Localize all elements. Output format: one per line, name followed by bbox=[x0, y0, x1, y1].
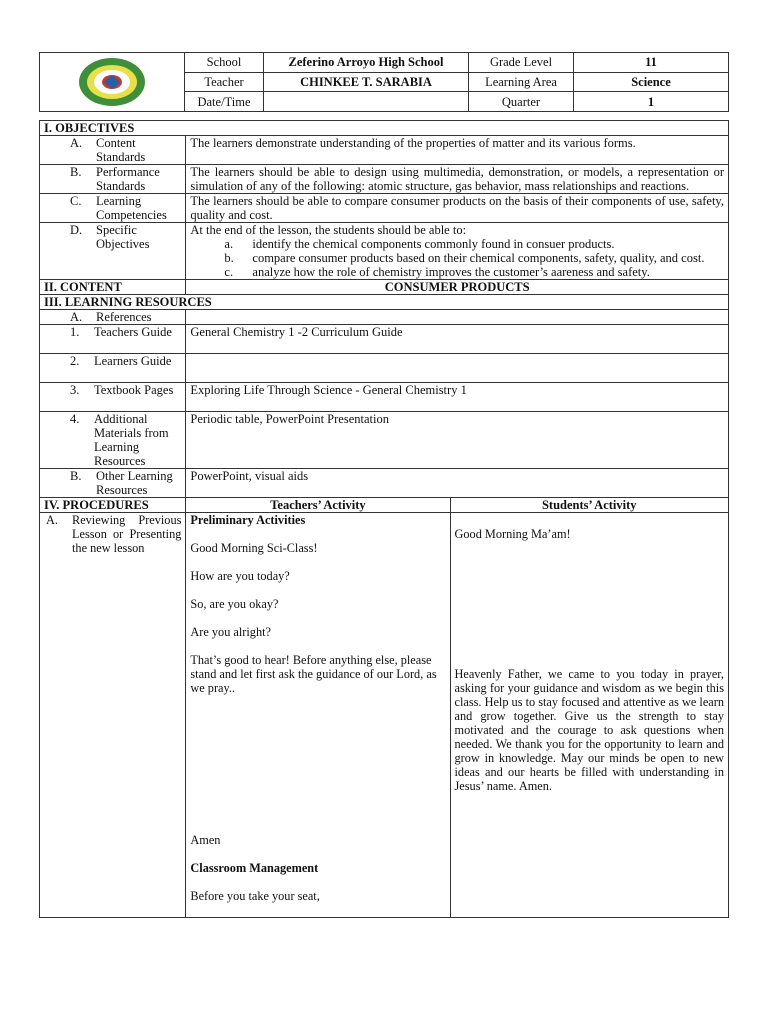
teacher-line: Good Morning Sci-Class! bbox=[190, 541, 318, 555]
content-standards-label: A. Content Standards bbox=[40, 136, 186, 165]
teacher-value: CHINKEE T. SARABIA bbox=[264, 72, 469, 92]
references-label: A. References bbox=[40, 310, 186, 325]
date-value bbox=[264, 92, 469, 112]
learning-competencies-label: C. Learning Competencies bbox=[40, 194, 186, 223]
content-value: CONSUMER PRODUCTS bbox=[186, 280, 729, 295]
grade-label: Grade Level bbox=[469, 53, 574, 73]
content-heading: II. CONTENT bbox=[40, 280, 186, 295]
content-standards-text: The learners demonstrate understanding of the properties of matter and its various forms. bbox=[186, 136, 729, 165]
lesson-table bbox=[39, 120, 729, 918]
performance-standards-text: The learners should be able to design using multimedia, demonstration, or models, a representation or simulation of any of the following: atomic structure, gas behavior, mass relationships and reactions. bbox=[186, 165, 729, 194]
textbook-pages-label: 3. Textbook Pages bbox=[40, 383, 186, 412]
student-line: Good Morning Ma’am! bbox=[454, 527, 571, 541]
references-value bbox=[186, 310, 729, 325]
reviewing-lesson-label: A. Reviewing Previous Lesson or Presenting the new lesson bbox=[40, 513, 186, 918]
preliminary-activities-heading: Preliminary Activities bbox=[190, 513, 306, 527]
other-resources-label: B. Other Learning Resources bbox=[40, 469, 186, 498]
area-label: Learning Area bbox=[469, 72, 574, 92]
teacher-line: Are you alright? bbox=[190, 625, 271, 639]
teacher-line: How are you today? bbox=[190, 569, 290, 583]
students-activity-cell bbox=[450, 513, 728, 918]
area-value: Science bbox=[574, 72, 729, 92]
school-value: Zeferino Arroyo High School bbox=[264, 53, 469, 73]
learning-competencies-text: The learners should be able to compare consumer products on the basis of their components of use, safety, quality and cost. bbox=[186, 194, 729, 223]
list-item: c. analyze how the role of chemistry improves the customer’s aareness and safety. bbox=[224, 265, 650, 279]
grade-value: 11 bbox=[574, 53, 729, 73]
teacher-line: That’s good to hear! Before anything else, please stand and let first ask the guidance of our Lord, as we pray.. bbox=[190, 653, 437, 695]
teachers-guide-label: 1. Teachers Guide bbox=[40, 325, 186, 354]
teacher-line: So, are you okay? bbox=[190, 597, 279, 611]
learners-guide-label: 2. Learners Guide bbox=[40, 354, 186, 383]
date-label: Date/Time bbox=[185, 92, 264, 112]
school-seal-icon bbox=[77, 56, 147, 108]
objectives-heading: I. OBJECTIVES bbox=[40, 121, 729, 136]
list-item: b. compare consumer products based on their chemical components, safety, quality, and cost. bbox=[224, 251, 705, 265]
performance-standards-label: B. Performance Standards bbox=[40, 165, 186, 194]
additional-materials-label: 4. Additional Materials from Learning Resources bbox=[40, 412, 186, 469]
procedures-heading: IV. PROCEDURES bbox=[40, 498, 186, 513]
additional-materials-value: Periodic table, PowerPoint Presentation bbox=[186, 412, 729, 469]
teachers-guide-value: General Chemistry 1 -2 Curriculum Guide bbox=[186, 325, 729, 354]
teacher-line: Amen bbox=[190, 833, 221, 847]
quarter-value: 1 bbox=[574, 92, 729, 112]
specific-objectives-intro: At the end of the lesson, the students should be able to: bbox=[190, 223, 467, 237]
teacher-line: Before you take your seat, bbox=[190, 889, 320, 903]
teachers-activity-cell bbox=[186, 513, 450, 918]
resources-heading: III. LEARNING RESOURCES bbox=[40, 295, 729, 310]
school-label: School bbox=[185, 53, 264, 73]
list-item: a. identify the chemical components commonly found in consuer products. bbox=[224, 237, 615, 251]
learners-guide-value bbox=[186, 354, 729, 383]
header-table bbox=[39, 52, 729, 112]
textbook-pages-value: Exploring Life Through Science - General Chemistry 1 bbox=[186, 383, 729, 412]
teacher-label: Teacher bbox=[185, 72, 264, 92]
students-activity-heading: Students’ Activity bbox=[450, 498, 728, 513]
other-resources-value: PowerPoint, visual aids bbox=[186, 469, 729, 498]
teachers-activity-heading: Teachers’ Activity bbox=[186, 498, 450, 513]
classroom-management-heading: Classroom Management bbox=[190, 861, 319, 875]
specific-objectives-text bbox=[186, 223, 729, 280]
quarter-label: Quarter bbox=[469, 92, 574, 112]
logo-cell bbox=[40, 53, 185, 112]
specific-objectives-label: D. Specific Objectives bbox=[40, 223, 186, 280]
student-prayer: Heavenly Father, we came to you today in prayer, asking for your guidance and wisdom as we begin this class. Help us to stay focused and attentive as we learn and grow together. Give us the strength to stay motivated and the courage to ask questions when needed. We thank you for the opportunity to learn and grow in knowledge. May our minds be open to new ideas and our hearts be filled with understanding in Jesus’ name. Amen. bbox=[454, 667, 724, 793]
